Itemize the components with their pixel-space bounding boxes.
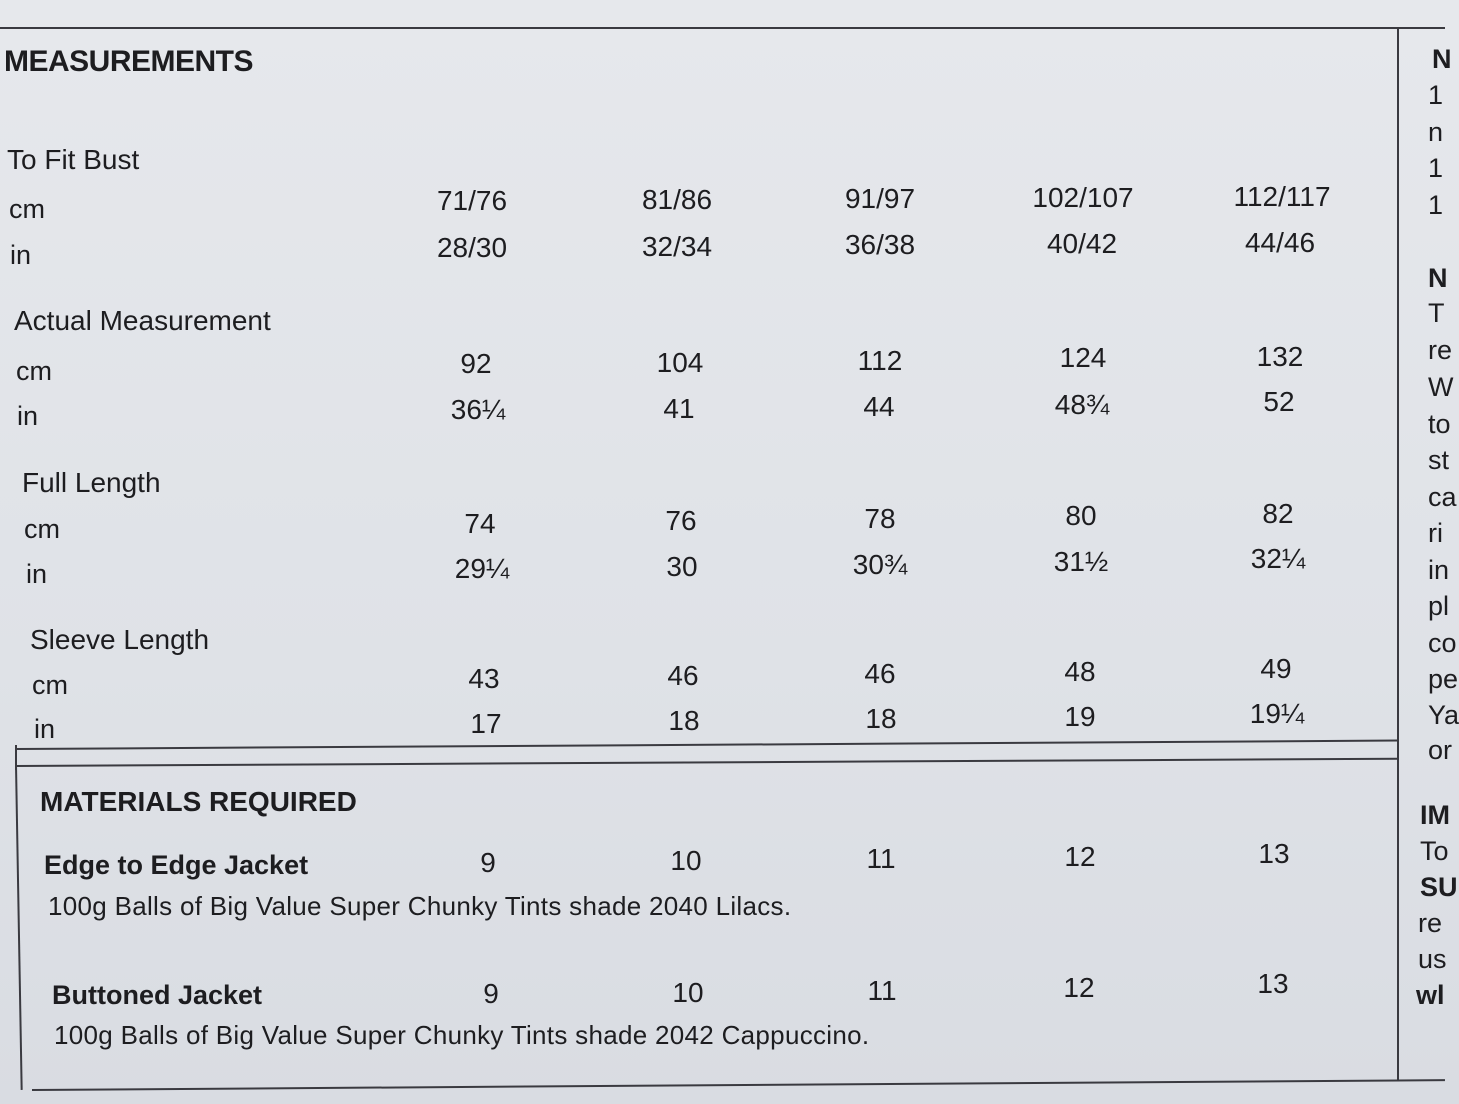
materials-box-left-border	[15, 765, 23, 1090]
value-cell: 12	[1063, 972, 1095, 1003]
right-column-fragment: re	[1418, 908, 1443, 938]
right-column-fragment: ca	[1428, 482, 1457, 512]
value-cell: 46	[667, 660, 699, 691]
right-column-fragment: 1	[1428, 80, 1444, 110]
right-column-fragment: n	[1428, 117, 1444, 147]
value-cell: 74	[464, 508, 496, 539]
value-cell: 43	[468, 663, 500, 694]
right-column-fragment: N	[1428, 263, 1448, 293]
materials-box-top-border	[16, 758, 1398, 767]
right-column-fragment: in	[1428, 555, 1450, 585]
value-cell: 10	[672, 977, 704, 1008]
value-cell: 19	[1064, 701, 1096, 732]
value-cell: 48	[1064, 656, 1096, 687]
right-column-fragment: N	[1432, 44, 1452, 74]
value-cell: 18	[668, 705, 700, 736]
right-column-fragment: T	[1428, 298, 1445, 328]
measurements-title: MEASUREMENTS	[4, 45, 254, 78]
right-column-divider	[1397, 28, 1399, 1080]
value-cell: 31½	[1053, 546, 1109, 577]
value-cell: 12	[1064, 841, 1096, 872]
material-item-name: Buttoned Jacket	[52, 980, 263, 1010]
value-cell: 104	[656, 347, 704, 378]
unit-label: in	[17, 401, 39, 431]
value-cell: 13	[1257, 968, 1289, 999]
value-cell: 28/30	[436, 232, 508, 263]
right-column-fragment: st	[1428, 445, 1450, 475]
value-cell: 91/97	[844, 183, 916, 214]
unit-label: cm	[9, 194, 45, 224]
right-column-fragment: 1	[1428, 153, 1444, 183]
right-column-fragment: IM	[1420, 800, 1450, 830]
value-cell: 78	[864, 503, 896, 534]
top-border	[0, 27, 1445, 29]
value-cell: 32/34	[641, 231, 713, 262]
unit-label: in	[34, 714, 56, 744]
value-cell: 124	[1059, 342, 1107, 373]
value-cell: 10	[670, 845, 702, 876]
value-cell: 32¼	[1250, 543, 1306, 574]
right-column-fragment: 1	[1428, 190, 1444, 220]
value-cell: 112	[857, 345, 903, 376]
unit-label: cm	[32, 670, 68, 700]
right-column-fragment: SU	[1420, 872, 1458, 902]
section-title-sleeve-length: Sleeve Length	[30, 624, 210, 655]
right-column-fragment: ri	[1428, 518, 1443, 548]
value-cell: 29¼	[454, 553, 510, 584]
value-cell: 48¾	[1054, 389, 1110, 420]
value-cell: 52	[1263, 386, 1295, 417]
right-column-fragment: pl	[1428, 591, 1450, 621]
value-cell: 49	[1260, 653, 1292, 684]
material-description: 100g Balls of Big Value Super Chunky Tints shade 2042 Cappuccino.	[54, 1020, 870, 1050]
section-title-to-fit-bust: To Fit Bust	[7, 144, 140, 175]
right-column-fragment: to	[1428, 409, 1451, 439]
value-cell: 44/46	[1244, 227, 1316, 258]
value-cell: 36/38	[844, 229, 916, 260]
unit-label: cm	[16, 356, 52, 386]
section-title-full-length: Full Length	[22, 467, 161, 498]
unit-label: cm	[24, 514, 60, 544]
right-column-fragment: Ya	[1428, 700, 1459, 730]
right-column-fragment: To	[1420, 836, 1449, 866]
value-cell: 102/107	[1032, 182, 1134, 213]
value-cell: 44	[863, 391, 895, 422]
value-cell: 17	[470, 708, 502, 739]
right-column-fragment: us	[1418, 944, 1447, 974]
material-description: 100g Balls of Big Value Super Chunky Tints shade 2040 Lilacs.	[48, 891, 792, 921]
value-cell: 81/86	[641, 184, 713, 215]
right-column-fragment: or	[1428, 735, 1453, 765]
value-cell: 132	[1256, 341, 1304, 372]
value-cell: 41	[663, 393, 695, 424]
right-column-fragment: wl	[1416, 980, 1445, 1010]
materials-title: MATERIALS REQUIRED	[40, 786, 357, 817]
value-cell: 40/42	[1046, 228, 1118, 259]
value-cell: 36¼	[450, 394, 506, 425]
right-column-fragment: co	[1428, 628, 1457, 658]
bottom-border	[32, 1079, 1445, 1091]
value-cell: 82	[1262, 498, 1294, 529]
value-cell: 76	[665, 505, 697, 536]
value-cell: 11	[866, 843, 896, 874]
value-cell: 9	[480, 847, 496, 878]
value-cell: 80	[1065, 500, 1097, 531]
material-item-name: Edge to Edge Jacket	[44, 850, 309, 880]
value-cell: 13	[1258, 838, 1290, 869]
value-cell: 30	[666, 551, 698, 582]
right-column-fragment: pe	[1428, 664, 1459, 694]
unit-label: in	[26, 559, 48, 589]
value-cell: 30¾	[852, 549, 908, 580]
value-cell: 71/76	[436, 185, 508, 216]
value-cell: 112/117	[1233, 181, 1331, 212]
measurements-bottom-border	[16, 740, 1398, 750]
value-cell: 46	[864, 658, 896, 689]
unit-label: in	[10, 240, 32, 270]
right-column-fragment: W	[1428, 372, 1454, 402]
section-title-actual-measurement: Actual Measurement	[14, 305, 271, 336]
value-cell: 9	[483, 978, 499, 1009]
value-cell: 92	[460, 348, 492, 379]
value-cell: 18	[865, 703, 897, 734]
right-column-fragment: re	[1428, 335, 1453, 365]
value-cell: 11	[867, 975, 897, 1006]
value-cell: 19¼	[1249, 698, 1305, 729]
